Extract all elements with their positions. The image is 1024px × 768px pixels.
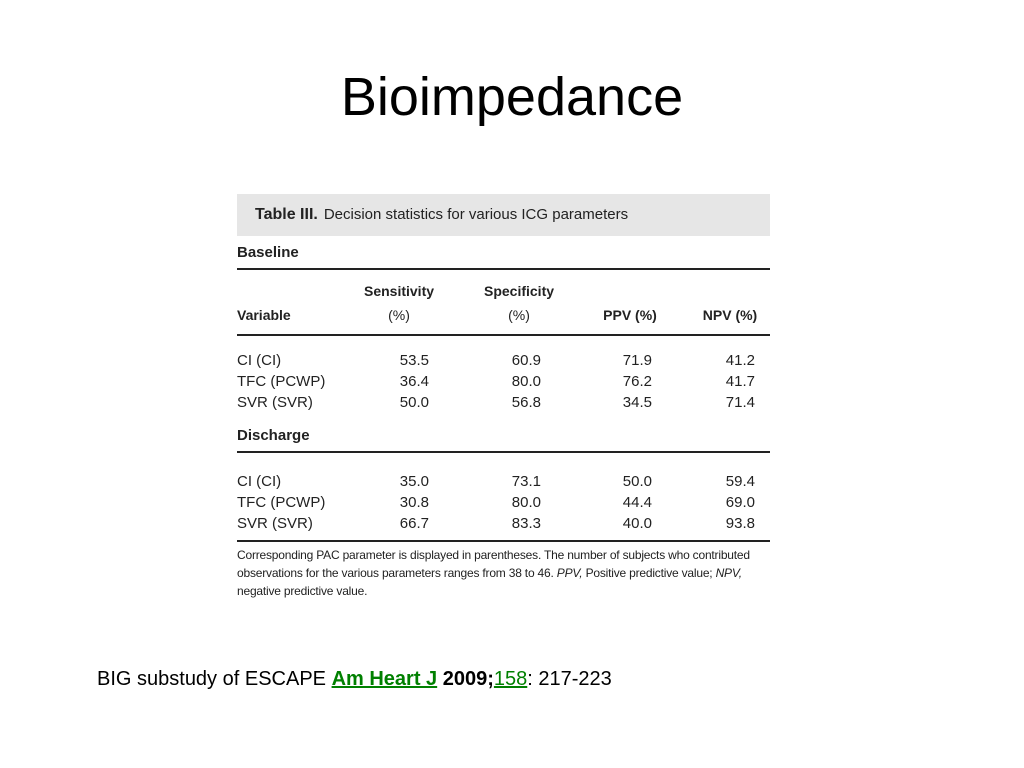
- footnote-npv-def: negative predictive value.: [237, 584, 368, 598]
- citation-prefix: BIG substudy of ESCAPE: [97, 668, 332, 690]
- cell-sensitivity: 36.4: [399, 373, 429, 390]
- column-header-variable: Variable: [237, 307, 291, 323]
- table-row: [237, 392, 770, 413]
- column-header-sensitivity-unit: (%): [388, 307, 410, 323]
- table-row: [237, 471, 770, 492]
- cell-ppv: 34.5: [622, 394, 652, 411]
- table-caption: [237, 194, 770, 236]
- cell-npv: 69.0: [725, 494, 755, 511]
- column-header-row: [237, 270, 770, 336]
- baseline-rows: [237, 336, 770, 419]
- table-footnote: [237, 546, 770, 600]
- table-caption-label: Table III.: [255, 206, 318, 223]
- table-row: [237, 492, 770, 513]
- footnote-ppv-def: Positive predictive value;: [582, 566, 716, 580]
- column-header-specificity: Specificity: [483, 283, 555, 299]
- cell-variable: CI (CI): [237, 352, 282, 369]
- column-header-ppv: PPV (%): [603, 307, 657, 323]
- cell-ppv: 71.9: [622, 352, 652, 369]
- column-header-specificity-unit: (%): [508, 307, 530, 323]
- journal-link[interactable]: Am Heart J: [331, 668, 438, 690]
- section-label-baseline: Baseline: [237, 242, 770, 270]
- cell-npv: 41.7: [725, 373, 755, 390]
- footnote-ppv-abbr: PPV,: [556, 566, 583, 580]
- footnote-npv-abbr: NPV,: [715, 566, 742, 580]
- table-row: [237, 371, 770, 392]
- cell-npv: 71.4: [725, 394, 755, 411]
- cell-sensitivity: 53.5: [399, 352, 429, 369]
- table-caption-text: Decision statistics for various ICG parameters: [323, 206, 629, 223]
- cell-specificity: 73.1: [511, 473, 541, 490]
- cell-specificity: 80.0: [511, 494, 541, 511]
- table-row: [237, 350, 770, 371]
- cell-specificity: 60.9: [511, 352, 541, 369]
- table-row: [237, 513, 770, 534]
- footnote-text: Corresponding PAC parameter is displayed in parentheses. The number of subjects who contributed observations for the various parameters ranges from 38 to 46.: [237, 548, 750, 580]
- cell-sensitivity: 50.0: [399, 394, 429, 411]
- cell-specificity: 83.3: [511, 515, 541, 532]
- cell-variable: TFC (PCWP): [237, 494, 326, 511]
- table-figure: [237, 194, 770, 600]
- volume-link[interactable]: 158: [493, 668, 528, 690]
- slide-title: Bioimpedance: [340, 67, 684, 127]
- cell-variable: TFC (PCWP): [237, 373, 326, 390]
- cell-ppv: 44.4: [622, 494, 652, 511]
- cell-npv: 93.8: [725, 515, 755, 532]
- citation: [97, 666, 612, 692]
- cell-npv: 41.2: [725, 352, 755, 369]
- citation-year: 2009;: [437, 668, 494, 690]
- discharge-rows: [237, 457, 770, 542]
- cell-specificity: 56.8: [511, 394, 541, 411]
- cell-ppv: 76.2: [622, 373, 652, 390]
- cell-variable: CI (CI): [237, 473, 282, 490]
- cell-npv: 59.4: [725, 473, 755, 490]
- cell-specificity: 80.0: [511, 373, 541, 390]
- column-header-npv: NPV (%): [702, 307, 758, 323]
- column-header-sensitivity: Sensitivity: [363, 283, 435, 299]
- cell-sensitivity: 30.8: [399, 494, 429, 511]
- cell-sensitivity: 35.0: [399, 473, 429, 490]
- cell-variable: SVR (SVR): [237, 515, 313, 532]
- cell-variable: SVR (SVR): [237, 394, 313, 411]
- section-label-discharge: Discharge: [237, 425, 770, 453]
- citation-pages: : 217-223: [527, 668, 612, 690]
- cell-ppv: 50.0: [622, 473, 652, 490]
- cell-sensitivity: 66.7: [399, 515, 429, 532]
- cell-ppv: 40.0: [622, 515, 652, 532]
